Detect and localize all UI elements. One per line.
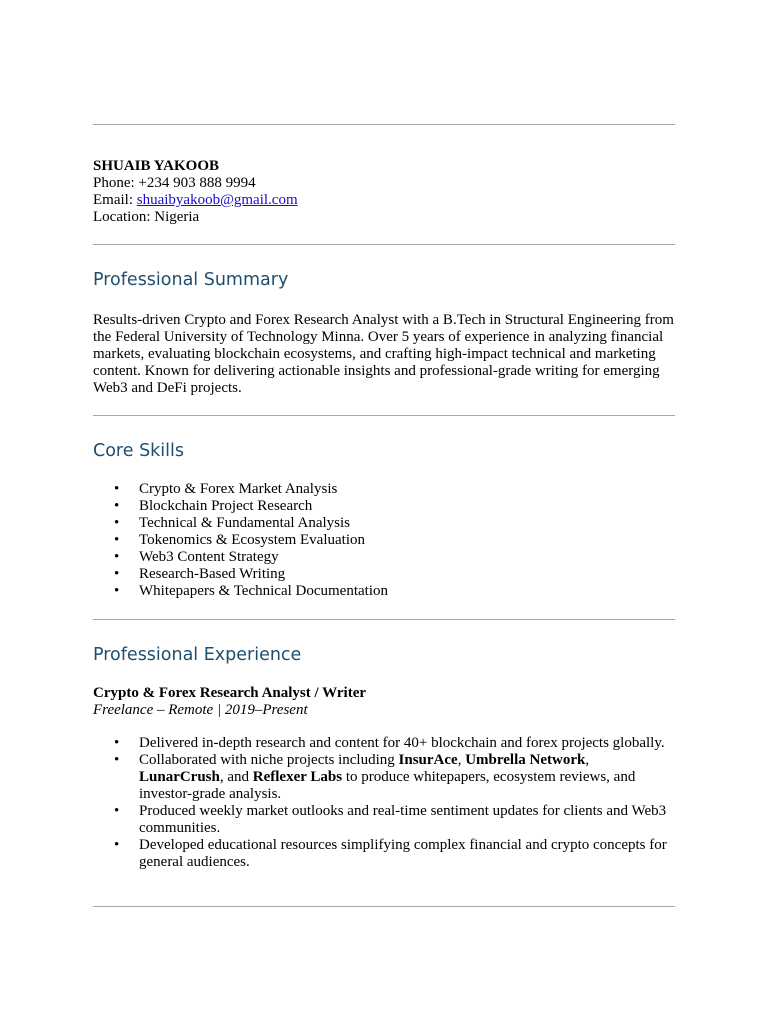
divider-after-contact bbox=[93, 244, 675, 245]
job-title: Crypto & Forex Research Analyst / Writer bbox=[93, 685, 367, 701]
email-line bbox=[93, 192, 675, 209]
bullet-icon: • bbox=[114, 515, 120, 531]
experience-bullets bbox=[93, 735, 675, 871]
candidate-name: SHUAIB YAKOOB bbox=[93, 158, 220, 174]
location-label: Location: bbox=[93, 209, 155, 225]
project-umbrella-network: Umbrella Network bbox=[465, 752, 586, 768]
collab-sep: , bbox=[585, 752, 590, 768]
project-lunarcrush: LunarCrush bbox=[139, 769, 220, 785]
experience-item bbox=[93, 735, 675, 752]
bullet-icon: • bbox=[114, 532, 120, 548]
skill-item bbox=[93, 549, 675, 566]
experience-text: Produced weekly market outlooks and real-time sentiment updates for clients and Web3 communities. bbox=[139, 803, 667, 836]
skill-item bbox=[93, 583, 675, 600]
bullet-icon: • bbox=[114, 549, 120, 565]
bullet-icon: • bbox=[114, 803, 120, 819]
bullet-icon: • bbox=[114, 583, 120, 599]
skill-label: Web3 Content Strategy bbox=[139, 549, 279, 565]
skill-label: Blockchain Project Research bbox=[139, 498, 313, 514]
skill-label: Research-Based Writing bbox=[139, 566, 286, 582]
email-link[interactable]: shuaibyakoob@gmail.com bbox=[136, 192, 298, 208]
summary-text: Results-driven Crypto and Forex Research Analyst with a B.Tech in Structural Engineering from the Federal University of Technology Minna. Over 5 years of experience in analyzing financial markets, evaluating blockchain ecosystems, and crafting high-impact technical and marketing content. Known for delivering actionable insights and professional-grade writing for emerging Web3 and DeFi projects. bbox=[93, 312, 674, 396]
skill-label: Tokenomics & Ecosystem Evaluation bbox=[139, 532, 365, 548]
experience-item bbox=[93, 837, 675, 871]
skill-item bbox=[93, 498, 675, 515]
phone-value: +234 903 888 9994 bbox=[138, 175, 256, 191]
divider-bottom bbox=[93, 906, 675, 907]
summary-heading: Professional Summary bbox=[93, 270, 289, 290]
divider-top bbox=[93, 124, 675, 125]
collab-prefix: Collaborated with niche projects including bbox=[139, 752, 399, 768]
bullet-icon: • bbox=[114, 481, 120, 497]
experience-text bbox=[139, 752, 635, 802]
experience-text: Developed educational resources simplifying complex financial and crypto concepts for general audiences. bbox=[139, 837, 667, 870]
phone-line bbox=[93, 175, 675, 192]
skills-heading: Core Skills bbox=[93, 441, 185, 461]
job-meta: Freelance – Remote | 2019–Present bbox=[93, 702, 308, 718]
location-value: Nigeria bbox=[154, 209, 200, 225]
skill-item bbox=[93, 481, 675, 498]
project-reflexer-labs: Reflexer Labs bbox=[252, 769, 343, 785]
skill-label: Crypto & Forex Market Analysis bbox=[139, 481, 338, 497]
divider-after-skills bbox=[93, 619, 675, 620]
skill-item bbox=[93, 566, 675, 583]
bullet-icon: • bbox=[114, 837, 120, 853]
bullet-icon: • bbox=[114, 735, 120, 751]
skill-label: Whitepapers & Technical Documentation bbox=[139, 583, 389, 599]
location-line bbox=[93, 209, 675, 226]
skill-label: Technical & Fundamental Analysis bbox=[139, 515, 350, 531]
experience-heading: Professional Experience bbox=[93, 645, 302, 665]
phone-label: Phone: bbox=[93, 175, 139, 191]
skill-item bbox=[93, 515, 675, 532]
experience-item bbox=[93, 803, 675, 837]
collab-sep: , and bbox=[219, 769, 253, 785]
bullet-icon: • bbox=[114, 498, 120, 514]
bullet-icon: • bbox=[114, 566, 120, 582]
bullet-icon: • bbox=[114, 752, 120, 768]
divider-after-summary bbox=[93, 415, 675, 416]
skills-list bbox=[93, 481, 675, 600]
contact-block bbox=[93, 158, 675, 226]
collab-sep: , bbox=[457, 752, 466, 768]
collab-suffix: to produce whitepapers, ecosystem reviews, and investor-grade analysis. bbox=[139, 769, 636, 802]
experience-item bbox=[93, 752, 675, 803]
experience-text: Delivered in-depth research and content for 40+ blockchain and forex projects globally. bbox=[139, 735, 665, 751]
skill-item bbox=[93, 532, 675, 549]
project-insurace: InsurAce bbox=[398, 752, 458, 768]
email-label: Email: bbox=[93, 192, 137, 208]
